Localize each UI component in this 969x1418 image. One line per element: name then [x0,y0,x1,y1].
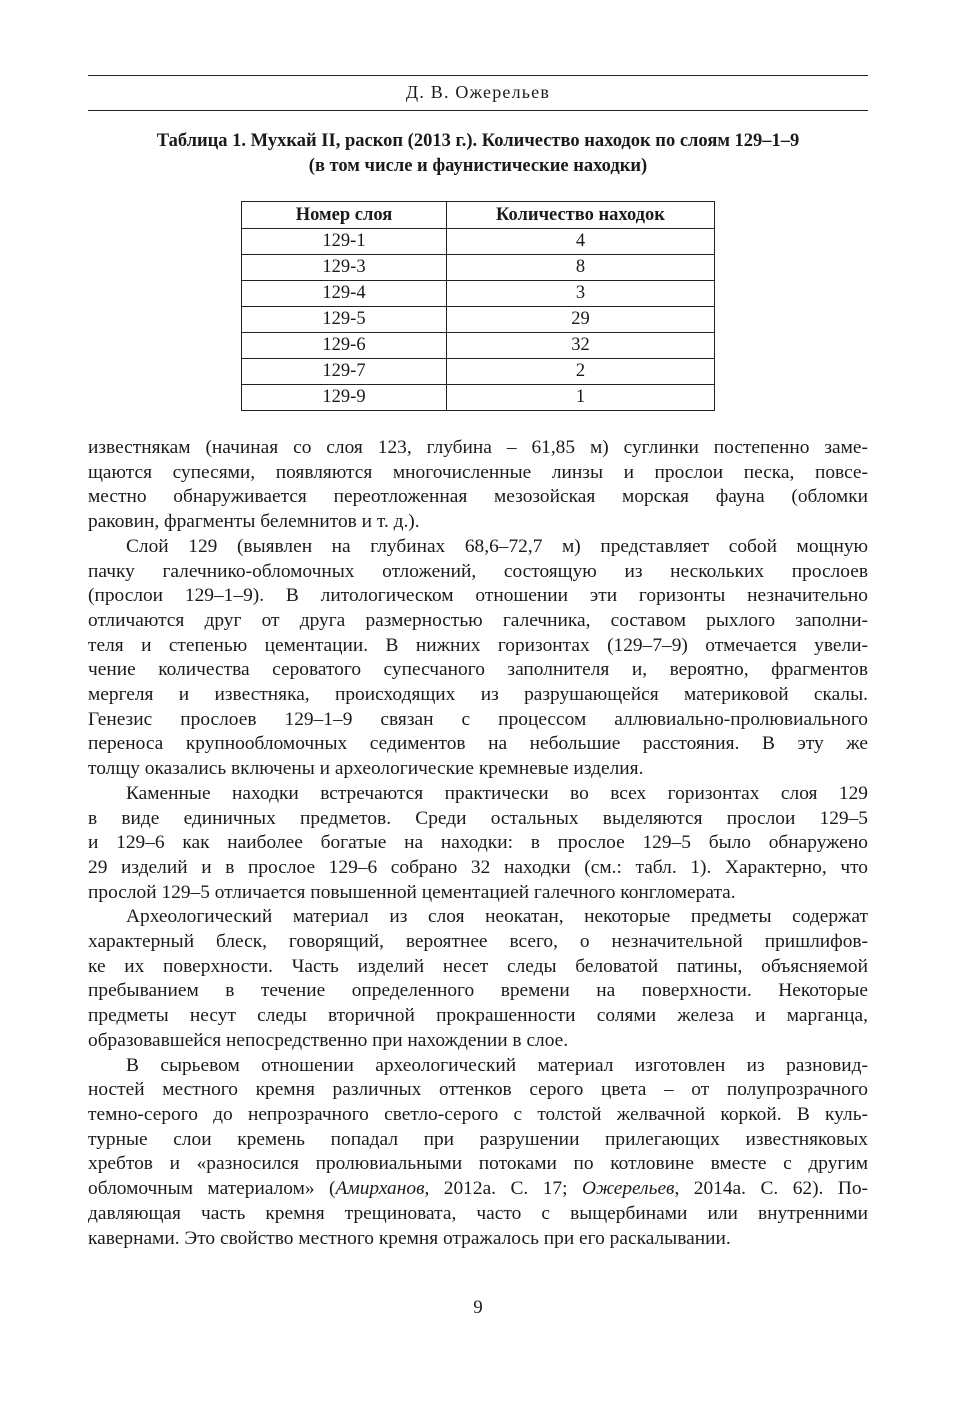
count-cell: 8 [447,255,715,281]
text-line: образовавшейся непосредственно при нахождении в слое. [88,1029,569,1051]
text-line: Каменные находки встречаются практически во всех горизонтах слоя 129 [126,782,868,804]
count-cell: 4 [447,229,715,255]
text-line: ке их поверхности. Часть изделий несет следы беловатой патины, объясняемой [88,955,868,977]
citation-text: , 2014а. С. 62). По- [674,1178,868,1200]
table-header-row [242,202,715,229]
column-header-count: Количество находок [447,202,715,229]
citation-author: Ожерельев [581,1178,675,1200]
count-cell: 1 [447,385,715,411]
citation-text: обломочным материалом» ( [88,1178,336,1200]
column-header-layer: Номер слоя [242,202,447,229]
table-caption-line: (в том числе и фаунистические находки) [308,156,648,176]
page-number: 9 [473,1297,483,1318]
table-row [242,255,715,281]
text-line: темно-серого до непрозрачного светло-серого с толстой желвачной коркой. В куль- [88,1103,868,1125]
table-row [242,359,715,385]
count-cell: 2 [447,359,715,385]
layer-cell: 129-5 [242,307,447,333]
findings-table [241,201,715,411]
text-line: характерный блеск, говорящий, вероятнее всего, о незначительной пришлифов- [88,931,868,953]
text-line: прослой 129–5 отличается повышенной цементацией галечного конгломерата. [88,881,736,903]
citation-line [88,1177,868,1202]
text-line: раковин, фрагменты белемнитов и т. д.). [88,511,420,533]
text-line: мергеля и известняка, происходящих из разрушающейся материковой скалы. [88,684,868,706]
citation-author: Амирханов [335,1178,425,1200]
layer-cell: 129-3 [242,255,447,281]
citation-text: , 2012а. С. 17; [424,1178,582,1200]
text-line: щаются супесями, появляются многочисленные линзы и прослои песка, повсе- [88,461,868,483]
layer-cell: 129-1 [242,229,447,255]
table-row [242,385,715,411]
text-line: кавернами. Это свойство местного кремня отражалось при его раскалывании. [88,1227,731,1249]
text-line: хребтов и «разносился пролювиальными потоками по котловине вместе с другим [88,1153,868,1175]
layer-cell: 129-6 [242,333,447,359]
count-cell: 3 [447,281,715,307]
text-line: чение количества сероватого супесчаного заполнителя и, вероятно, фрагментов [88,659,868,681]
layer-cell: 129-7 [242,359,447,385]
top-rule [88,75,868,76]
text-line: Археологический материал из слоя неокатан, некоторые предметы содержат [126,906,868,928]
text-line: (прослои 129–1–9). В литологическом отношении эти горизонты незначительно [88,585,868,607]
text-line: и 129–6 как наиболее богатые на находки: в прослое 129–5 было обнаружено [88,832,868,854]
text-line: пачку галечнико-обломочных отложений, состоящую из нескольких прослоев [88,560,868,582]
text-line: турные слои кремень попадал при разрушении прилегающих известняковых [88,1128,868,1150]
table-row [242,307,715,333]
text-line: отличаются друг от друга размерностью галечника, составом рыхлого заполни- [88,609,868,631]
header-rule [88,110,868,111]
table-caption [88,129,868,179]
text-line: в виде единичных предметов. Среди остальных выделяются прослои 129–5 [88,807,868,829]
text-line: известнякам (начиная со слоя 123, глубина – 61,85 м) суглинки постепенно заме- [88,437,868,458]
running-head: Д. В. Ожерельев [405,82,551,102]
text-line: пребыванием в течение определенного времени на поверхности. Некоторые [88,980,868,1002]
text-line: предметы несут следы вторичной прокрашенности солями железа и марганца, [88,1005,868,1027]
count-cell: 32 [447,333,715,359]
table-row [242,229,715,255]
text-line: Слой 129 (выявлен на глубинах 68,6–72,7 м) представляет собой мощную [126,535,868,557]
text-line: Генезис прослоев 129–1–9 связан с процессом аллювиально-пролювиального [88,708,868,730]
body-text [88,436,868,1251]
table-row [242,281,715,307]
layer-cell: 129-4 [242,281,447,307]
text-line: теля и степенью цементации. В нижних горизонтах (129–7–9) отмечается увели- [88,634,868,656]
text-line: В сырьевом отношении археологический материал изготовлен из разновид- [126,1054,868,1076]
text-line: 29 изделий и в прослое 129–6 собрано 32 находки (см.: табл. 1). Характерно, что [88,856,868,878]
text-line: переноса крупнообломочных седиментов на небольшие расстояния. В эту же [88,733,868,755]
text-line: ностей местного кремня различных оттенков серого цвета – от полупрозрачного [88,1079,868,1101]
count-cell: 29 [447,307,715,333]
text-line: давляющая часть кремня трещиновата, часто с выщербинами или внутренними [88,1202,868,1224]
layer-cell: 129-9 [242,385,447,411]
table-row [242,333,715,359]
text-line: местно обнаруживается переотложенная мезозойская морская фауна (обломки [88,486,868,508]
table-caption-line: Таблица 1. Мухкай II, раскоп (2013 г.). Количество находок по слоям 129–1–9 [156,131,800,151]
text-line: толщу оказались включены и археологические кремневые изделия. [88,758,644,780]
